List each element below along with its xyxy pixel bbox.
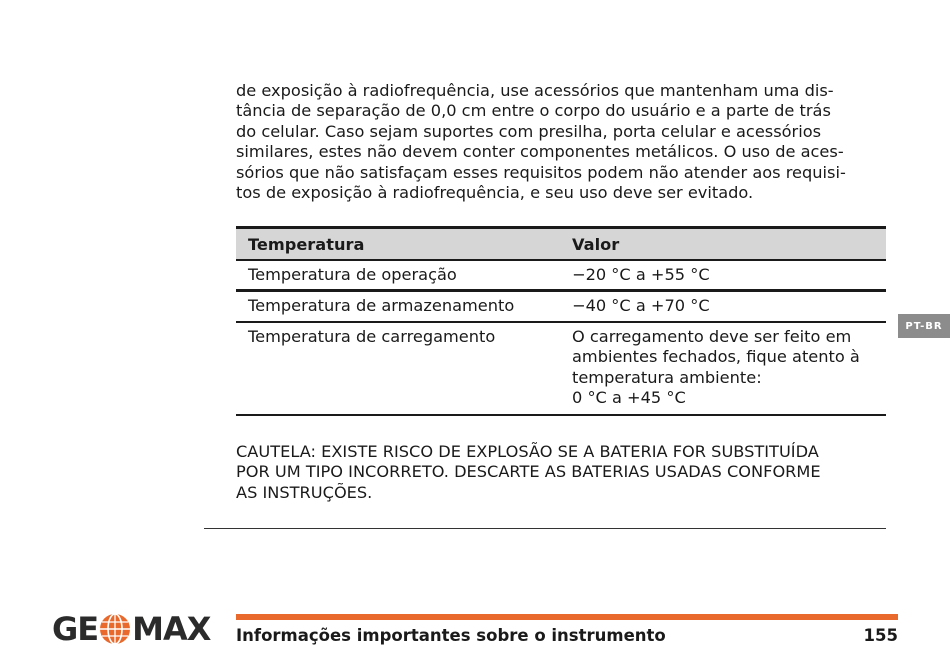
- intro-line: de exposição à radiofrequência, use acessórios que mantenham uma dis-: [236, 81, 834, 100]
- logo-text-right: MAX: [132, 610, 211, 648]
- value-line: temperatura ambiente:: [572, 367, 762, 387]
- footer-accent-bar: [236, 614, 898, 620]
- table-header-row: [236, 228, 886, 261]
- row-value: −40 °C a +70 °C: [560, 291, 886, 322]
- caution-line: AS INSTRUÇÕES.: [236, 482, 373, 502]
- globe-icon: [99, 613, 131, 645]
- header-valor: Valor: [560, 228, 886, 261]
- temperature-table: [236, 226, 886, 416]
- intro-paragraph: [236, 81, 886, 203]
- row-value: −20 °C a +55 °C: [560, 260, 886, 291]
- section-divider: [204, 528, 886, 529]
- footer-title: Informações importantes sobre o instrumento: [236, 626, 666, 645]
- row-name: Temperatura de operação: [236, 260, 560, 291]
- intro-line: sórios que não satisfaçam esses requisitos podem não atender aos requisi-: [236, 162, 846, 182]
- row-name: Temperatura de armazenamento: [236, 291, 560, 322]
- intro-line: do celular. Caso sejam suportes com presilha, porta celular e acessórios: [236, 121, 822, 141]
- table-row: [236, 291, 886, 322]
- table-row: [236, 322, 886, 416]
- value-line: 0 °C a +45 °C: [572, 388, 686, 408]
- table-row: [236, 260, 886, 291]
- page-number: 155: [863, 626, 898, 645]
- caution-notice: [236, 442, 896, 503]
- row-name: Temperatura de carregamento: [236, 322, 560, 416]
- caution-line: CAUTELA: EXISTE RISCO DE EXPLOSÃO SE A BATERIA FOR SUBSTITUÍDA: [236, 442, 819, 461]
- row-value: [560, 322, 886, 416]
- logo-text-left: GE: [52, 610, 99, 648]
- caution-line: POR UM TIPO INCORRETO. DESCARTE AS BATERIAS USADAS CONFORME: [236, 462, 821, 482]
- intro-line: similares, estes não devem conter componentes metálicos. O uso de aces-: [236, 142, 844, 162]
- intro-line: tos de exposição à radiofrequência, e seu uso deve ser evitado.: [236, 183, 754, 203]
- geomax-logo: [52, 612, 210, 646]
- value-line: O carregamento deve ser feito em: [572, 326, 852, 346]
- value-line: ambientes fechados, fique atento à: [572, 347, 860, 367]
- language-tab[interactable]: PT-BR: [898, 314, 950, 338]
- header-temperatura: Temperatura: [236, 228, 560, 261]
- intro-line: tância de separação de 0,0 cm entre o corpo do usuário e a parte de trás: [236, 101, 831, 121]
